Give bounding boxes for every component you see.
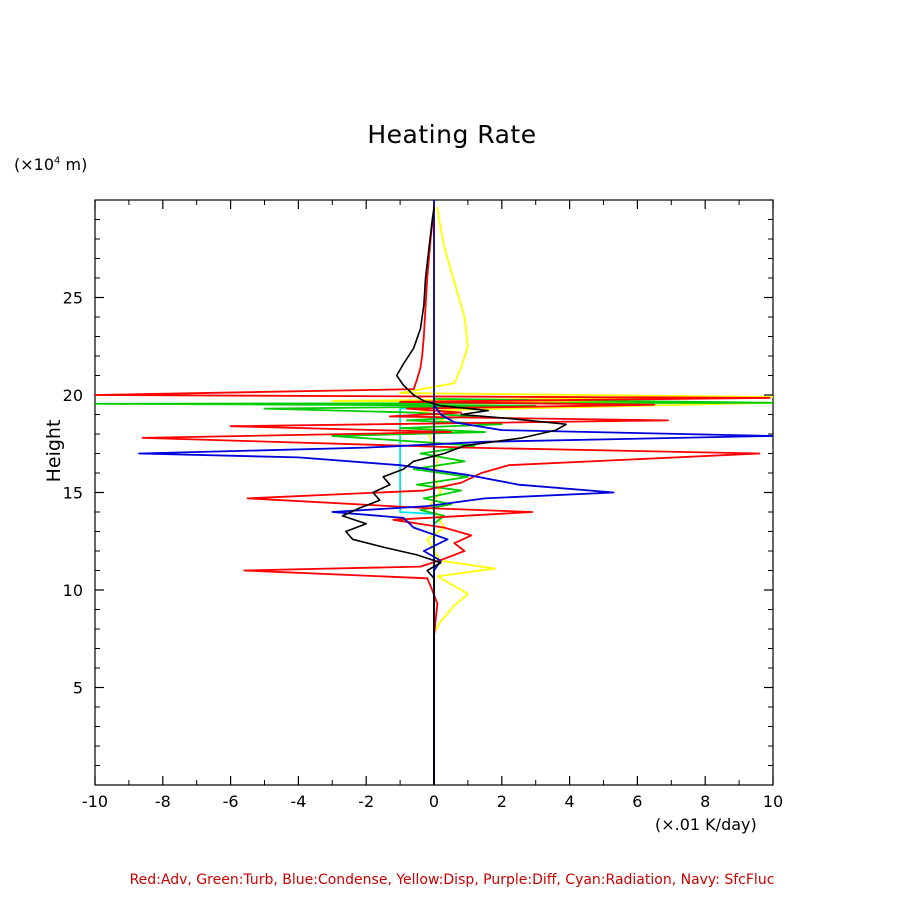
x-tick-label: 4 (564, 792, 575, 811)
x-tick-label: 8 (700, 792, 711, 811)
series-line-disp (332, 208, 773, 785)
x-tick-label: 2 (496, 792, 507, 811)
y-tick-label: 15 (62, 483, 83, 503)
y-axis-title: Height (43, 419, 65, 483)
series-line-condense (139, 395, 773, 785)
y-tick-label: 10 (62, 581, 83, 600)
y-tick-label: 5 (72, 678, 83, 698)
x-tick-label: 0 (428, 792, 440, 811)
y-axis-unit-label: ($\times 10^4$ m) (14, 155, 88, 174)
x-tick-label: 10 (762, 792, 784, 811)
page-title: Heating Rate (367, 120, 537, 149)
series-group (95, 200, 773, 785)
y-tick-label: 25 (62, 288, 83, 308)
x-tick-label: -10 (81, 792, 109, 811)
y-tick-label: 20 (62, 386, 83, 405)
x-axis-unit-label: (×.01 K/day) (655, 815, 757, 834)
x-tick-label: -2 (358, 792, 375, 811)
legend-text: Red:Adv, Green:Turb, Blue:Condense, Yellow:Disp, Purple:Diff, Cyan:Radiation, Navy: SfcFluc (129, 872, 775, 888)
x-tick-label: -6 (222, 792, 239, 811)
x-tick-label: -4 (290, 792, 307, 811)
x-tick-label: 6 (632, 792, 643, 811)
x-tick-label: -8 (154, 792, 171, 811)
